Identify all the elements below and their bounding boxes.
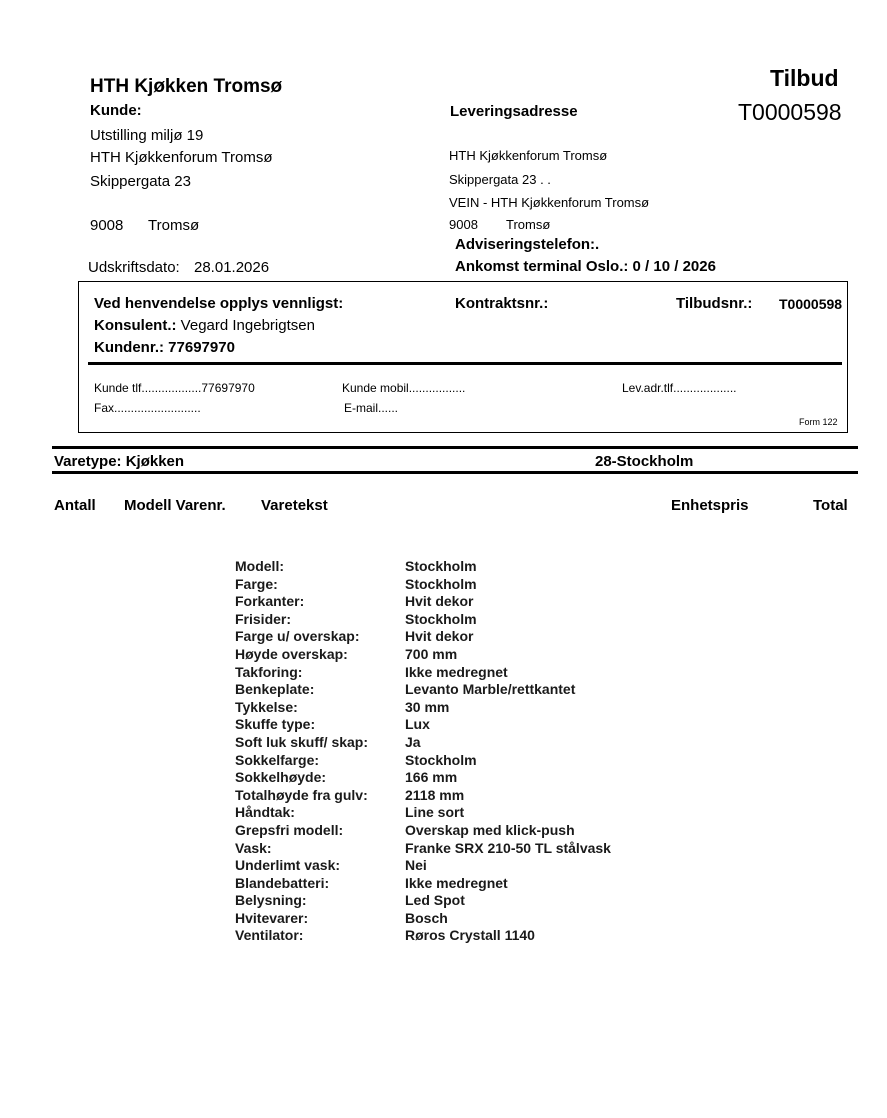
document-type: Tilbud <box>770 65 839 91</box>
customer-email: E-mail...... <box>344 401 399 415</box>
spec-value: Overskap med klick-push <box>405 821 575 838</box>
contract-number-label: Kontraktsnr.: <box>455 295 549 312</box>
notification-phone-label: Adviseringstelefon:. <box>455 236 600 253</box>
spec-key: Frisider: <box>235 610 292 627</box>
spec-value: Ikke medregnet <box>405 874 508 891</box>
offer-number-label: Tilbudsnr.: <box>676 295 753 312</box>
spec-key: Hvitevarer: <box>235 909 309 926</box>
spec-value: Røros Crystall 1140 <box>405 927 535 944</box>
spec-value: Led Spot <box>405 892 465 909</box>
column-text: Varetekst <box>261 497 328 514</box>
customer-phone: Kunde tlf..................77697970 <box>94 381 255 395</box>
spec-key: Farge: <box>235 575 278 592</box>
spec-key: Håndtak: <box>235 804 295 821</box>
column-model: Modell Varenr. <box>124 497 226 514</box>
customer-city: Tromsø <box>148 217 200 234</box>
category-model: 28-Stockholm <box>595 453 694 470</box>
customer-number-value: 77697970 <box>168 339 235 356</box>
spec-key: Vask: <box>235 839 272 856</box>
column-unit-price: Enhetspris <box>671 497 749 514</box>
spec-value: Hvit dekor <box>405 593 474 610</box>
spec-key: Underlimt vask: <box>235 857 341 874</box>
spec-key: Benkeplate: <box>235 681 315 698</box>
consultant-value: Vegard Ingebrigtsen <box>180 317 315 334</box>
spec-value: Ja <box>405 733 421 750</box>
spec-key: Grepsfri modell: <box>235 821 344 838</box>
print-date-value: 28.01.2026 <box>194 259 270 276</box>
spec-value: 700 mm <box>405 645 458 662</box>
spec-key: Modell: <box>235 558 284 574</box>
spec-value: Stockholm <box>405 751 477 768</box>
consultant-row <box>94 317 315 334</box>
spec-value: Franke SRX 210-50 TL stålvask <box>405 839 611 856</box>
spec-value: 30 mm <box>405 698 450 715</box>
delivery-line-1: HTH Kjøkkenforum Tromsø <box>449 148 608 163</box>
delivery-city: Tromsø <box>506 217 551 232</box>
spec-key: Skuffe type: <box>235 716 316 733</box>
spec-key: Farge u/ overskap: <box>235 628 360 645</box>
spec-key: Belysning: <box>235 892 307 909</box>
customer-number-row <box>94 339 235 356</box>
customer-mobile: Kunde mobil................. <box>342 381 466 395</box>
spec-key: Ventilator: <box>235 927 304 944</box>
delivery-label: Leveringsadresse <box>450 103 578 120</box>
spec-value: Stockholm <box>405 610 477 627</box>
spec-key: Blandebatteri: <box>235 874 330 891</box>
spec-key: Forkanter: <box>235 593 305 610</box>
consultant-label: Konsulent.: <box>94 317 177 334</box>
offer-number-value: T0000598 <box>779 296 843 312</box>
spec-value: 166 mm <box>405 769 458 786</box>
spec-value: Hvit dekor <box>405 628 474 645</box>
customer-line-2: HTH Kjøkkenforum Tromsø <box>90 149 273 166</box>
spec-key: Totalhøyde fra gulv: <box>235 786 368 803</box>
customer-number-label: Kundenr.: <box>94 339 164 356</box>
spec-value: Bosch <box>405 909 448 926</box>
spec-value: Lux <box>405 716 430 733</box>
category-bottom-rule <box>52 471 858 474</box>
delivery-phone: Lev.adr.tlf................... <box>622 381 737 395</box>
print-date-label: Udskriftsdato: <box>88 259 180 276</box>
spec-value: Ikke medregnet <box>405 663 508 680</box>
category-top-rule <box>52 446 858 449</box>
spec-value: Stockholm <box>405 558 477 574</box>
spec-key: Soft luk skuff/ skap: <box>235 733 369 750</box>
column-total: Total <box>813 497 848 514</box>
contact-heading: Ved henvendelse opplys vennligst: <box>94 295 344 312</box>
spec-value: Stockholm <box>405 575 477 592</box>
spec-key: Tykkelse: <box>235 698 298 715</box>
delivery-line-3: VEIN - HTH Kjøkkenforum Tromsø <box>449 195 650 210</box>
spec-key: Høyde overskap: <box>235 645 348 662</box>
spec-key: Sokkelfarge: <box>235 751 320 768</box>
spec-value: Levanto Marble/rettkantet <box>405 681 576 698</box>
customer-line-1: Utstilling miljø 19 <box>90 127 204 144</box>
spec-value: Nei <box>405 857 427 874</box>
company-name: HTH Kjøkken Tromsø <box>90 76 283 97</box>
customer-label: Kunde: <box>90 102 142 119</box>
spec-value: 2118 mm <box>405 786 465 803</box>
arrival-terminal: Ankomst terminal Oslo.: 0 / 10 / 2026 <box>455 258 716 275</box>
info-divider <box>88 362 842 365</box>
spec-value: Line sort <box>405 804 465 821</box>
customer-fax: Fax.......................... <box>94 401 201 415</box>
column-qty: Antall <box>54 497 96 514</box>
delivery-postcode: 9008 <box>449 217 478 232</box>
spec-key: Takforing: <box>235 663 303 680</box>
customer-postcode: 9008 <box>90 217 124 234</box>
document-number: T0000598 <box>738 99 842 125</box>
spec-key: Sokkelhøyde: <box>235 769 327 786</box>
category-label: Varetype: Kjøkken <box>54 453 185 470</box>
delivery-line-2: Skippergata 23 . . <box>449 172 551 187</box>
form-number: Form 122 <box>799 417 838 427</box>
customer-line-3: Skippergata 23 <box>90 173 191 190</box>
